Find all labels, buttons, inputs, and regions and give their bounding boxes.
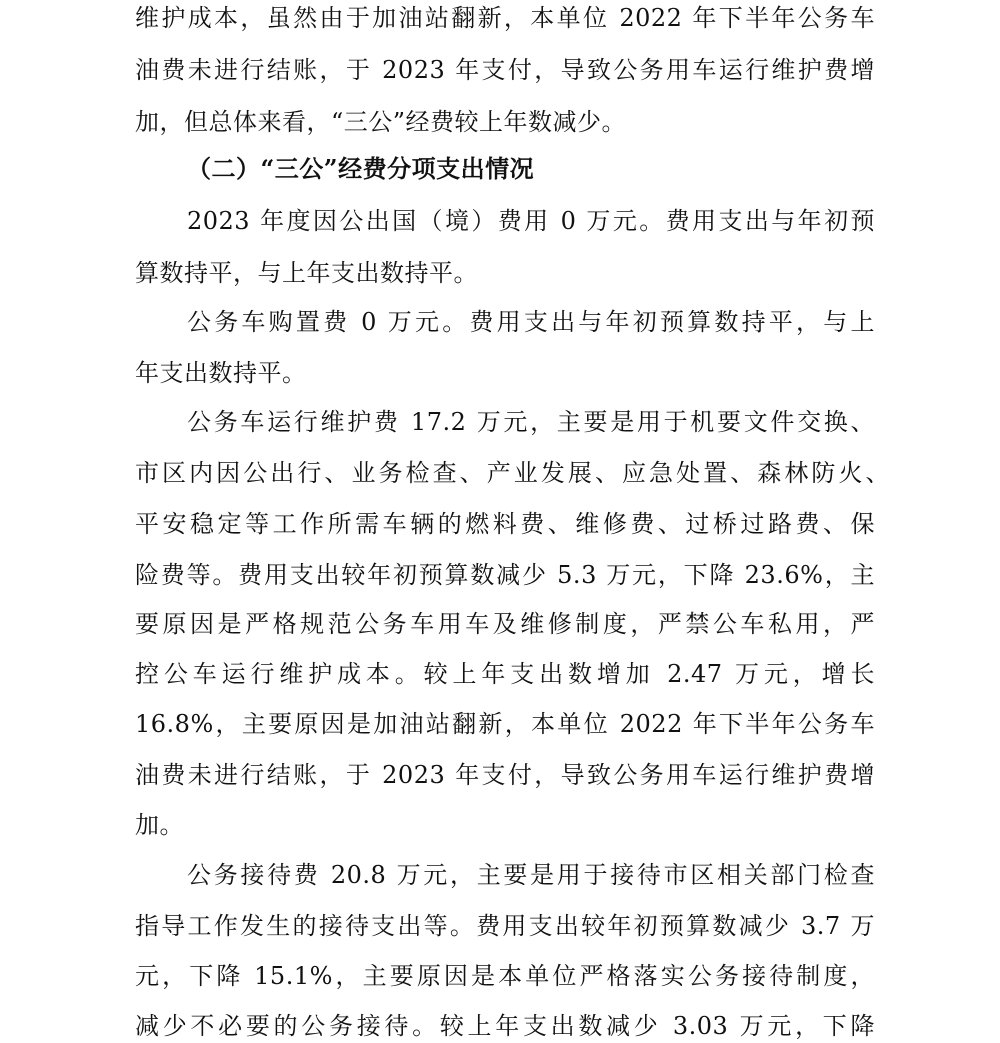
text-line: 加，但总体来看，“三公”经费较上年数减少。: [135, 108, 627, 136]
text-line: 平安稳定等工作所需车辆的燃料费、维修费、过桥过路费、保: [135, 510, 875, 538]
text-line: 算数持平，与上年支出数持平。: [135, 259, 478, 287]
text-line: 元，下降 15.1%，主要原因是本单位严格落实公务接待制度，: [135, 962, 875, 990]
text-line: 控公车运行维护成本。较上年支出数增加 2.47 万元，增长: [135, 660, 875, 688]
text-line: 2023 年度因公出国（境）费用 0 万元。费用支出与年初预: [187, 207, 875, 235]
text-line: 减少不必要的公务接待。较上年支出数减少 3.03 万元，下降: [135, 1012, 875, 1040]
text-line: 加。: [135, 811, 184, 839]
text-line: 油费未进行结账，于 2023 年支付，导致公务用车运行维护费增: [135, 761, 875, 789]
text-line: 市区内因公出行、业务检查、产业发展、应急处置、森林防火、: [135, 459, 890, 487]
text-line: 公务车运行维护费 17.2 万元，主要是用于机要文件交换、: [187, 408, 875, 436]
text-line: 公务车购置费 0 万元。费用支出与年初预算数持平，与上: [187, 308, 875, 336]
text-line: 年支出数持平。: [135, 359, 307, 387]
text-line: 指导工作发生的接待支出等。费用支出较年初预算数减少 3.7 万: [135, 912, 875, 940]
text-line: 险费等。费用支出较年初预算数减少 5.3 万元，下降 23.6%，主: [135, 561, 875, 589]
text-line: 要原因是严格规范公务车用车及维修制度，严禁公车私用，严: [135, 610, 875, 638]
text-line: 维护成本，虽然由于加油站翻新，本单位 2022 年下半年公务车: [135, 4, 875, 32]
text-line: 公务接待费 20.8 万元，主要是用于接待市区相关部门检查: [187, 861, 875, 889]
section-heading: （二）“三公”经费分项支出情况: [187, 154, 535, 183]
text-line: 油费未进行结账，于 2023 年支付，导致公务用车运行维护费增: [135, 56, 875, 84]
text-line: 16.8%，主要原因是加油站翻新，本单位 2022 年下半年公务车: [135, 710, 875, 738]
